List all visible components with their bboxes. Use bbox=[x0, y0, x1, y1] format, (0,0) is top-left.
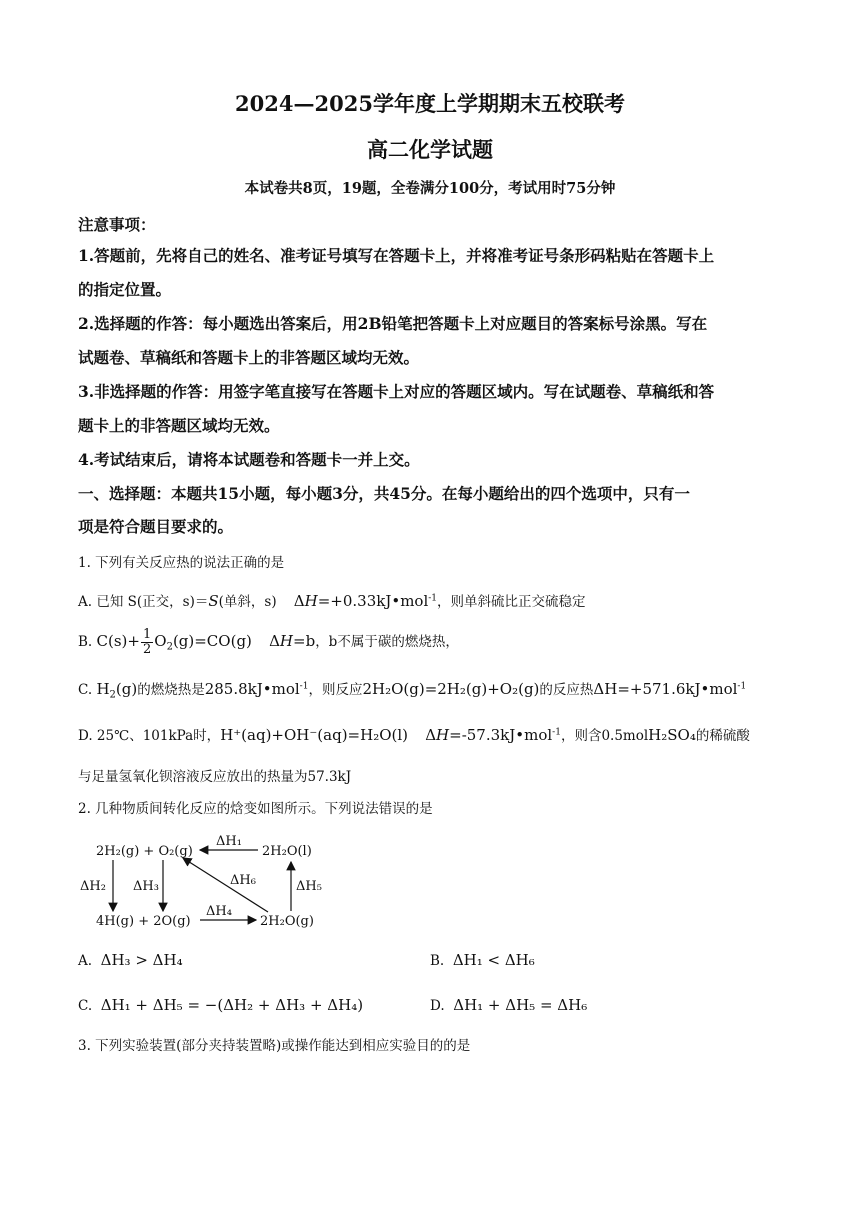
option-d-text: 的稀硫酸 bbox=[695, 728, 750, 744]
option-b-label: B. bbox=[78, 634, 93, 650]
q2-option-a bbox=[78, 951, 183, 969]
notice-line: 2.选择题的作答：每小题选出答案后，用2B铅笔把答题卡上对应题目的答案标号涂黑。写在 bbox=[78, 314, 708, 333]
notice-line: 试题卷、草稿纸和答题卡上的非答题区域均无效。 bbox=[78, 348, 420, 367]
option-c-state: (g) bbox=[115, 680, 138, 698]
option-a-conclusion: ，则单斜硫比正交硫稳定 bbox=[437, 594, 586, 610]
option-c-label: C. bbox=[78, 998, 93, 1014]
notice-heading: 注意事项： bbox=[78, 215, 156, 234]
label-dh3: ΔH₃ bbox=[133, 879, 159, 894]
node-top-right: 2H₂O(l) bbox=[262, 844, 312, 859]
question-1-stem: 1. 下列有关反应热的说法正确的是 bbox=[78, 555, 285, 571]
option-b-eq-part3: (g)=CO(g) bbox=[172, 632, 252, 650]
option-c-substance: H bbox=[96, 680, 110, 698]
notice-line: 1.答题前，先将自己的姓名、准考证号填写在答题卡上，并将准考证号条形码粘贴在答题卡上 bbox=[78, 246, 715, 265]
label-dh1: ΔH₁ bbox=[216, 834, 242, 849]
option-b-expression: ΔH₁ < ΔH₆ bbox=[452, 951, 535, 969]
option-a-reactant: S(正交，s)＝ bbox=[127, 594, 209, 610]
option-a-product: S bbox=[208, 592, 219, 610]
q1-option-d-cont: 与足量氢氧化钡溶液反应放出的热量为57.3kJ bbox=[78, 769, 352, 785]
option-b-eq-part1: C(s)+ bbox=[96, 632, 140, 650]
option-b-eq-part2: O bbox=[154, 632, 167, 650]
node-top-left: 2H₂(g) + O₂(g) bbox=[96, 844, 193, 859]
option-d-amount: 0.5mol bbox=[601, 728, 649, 744]
label-dh4: ΔH₄ bbox=[206, 904, 232, 919]
option-d-acid: H₂SO₄ bbox=[648, 726, 696, 744]
question-2-stem: 2. 几种物质间转化反应的焓变如图所示。下列说法错误的是 bbox=[78, 801, 433, 817]
label-dh2: ΔH₂ bbox=[80, 879, 106, 894]
option-d-label: D. bbox=[430, 998, 445, 1014]
option-d-enthalpy: =-57.3kJ•mol bbox=[449, 726, 553, 744]
option-b-enthalpy: =b bbox=[293, 632, 316, 650]
exam-title: 2024—2025学年度上学期期末五校联考 bbox=[235, 91, 625, 116]
option-c-expression: ΔH₁ + ΔH₅ = −(ΔH₂ + ΔH₃ + ΔH₄) bbox=[100, 996, 364, 1014]
option-c-value: 285.8kJ•mol bbox=[204, 680, 300, 698]
option-c-text: ，则反应 bbox=[308, 682, 363, 698]
option-c-equation: 2H₂O(g)=2H₂(g)+O₂(g) bbox=[362, 680, 540, 698]
option-a-expression: ΔH₃ > ΔH₄ bbox=[100, 951, 183, 969]
q1-option-a: A. 已知 S(正交，s)＝S(单斜，s) ΔH=+0.33kJ•mol$^{-1}$，则单斜硫比正交硫稳定 bbox=[78, 592, 586, 610]
option-d-expression: ΔH₁ + ΔH₅ = ΔH₆ bbox=[453, 996, 588, 1014]
option-b-label: B. bbox=[430, 953, 445, 969]
label-dh5: ΔH₅ bbox=[296, 879, 322, 894]
option-a-enthalpy: =+0.33kJ•mol bbox=[317, 592, 429, 610]
exam-subject: 高二化学试题 bbox=[367, 137, 493, 162]
section-heading-cont: 项是符合题目要求的。 bbox=[78, 517, 234, 536]
notice-line: 4.考试结束后，请将本试题卷和答题卡一并上交。 bbox=[78, 450, 420, 469]
question-3-stem: 3. 下列实验装置(部分夹持装置略)或操作能达到相应实验目的的是 bbox=[78, 1038, 471, 1054]
node-bottom-right: 2H₂O(g) bbox=[260, 914, 314, 929]
option-c-enthalpy: ΔH=+571.6kJ•mol bbox=[593, 680, 738, 698]
enthalpy-cycle-diagram bbox=[78, 828, 338, 938]
option-a-product-state: (单斜，s) bbox=[218, 594, 277, 610]
q2-option-b bbox=[430, 951, 535, 969]
option-a-label: A. 已知 bbox=[78, 594, 124, 610]
node-bottom-left: 4H(g) + 2O(g) bbox=[96, 914, 191, 929]
q2-option-c bbox=[78, 996, 363, 1014]
option-b-conclusion: ，b不属于碳的燃烧热， bbox=[315, 634, 459, 650]
fraction-half: $\frac{1}{2}$ bbox=[142, 627, 152, 657]
label-dh6: ΔH₆ bbox=[230, 873, 256, 888]
option-a-label: A. bbox=[78, 953, 93, 969]
option-c-text: 的燃烧热是 bbox=[137, 682, 205, 698]
q1-option-b: B. C(s)+ $\frac{1}{2}$ $O_2(g)=CO(g)$ ΔH=b，b不属于碳的燃烧热， bbox=[78, 627, 459, 657]
option-d-equation: H⁺(aq)+OH⁻(aq)=H₂O(l) bbox=[220, 726, 409, 744]
option-c-text: 的反应热 bbox=[539, 682, 594, 698]
option-d-label: D. 25℃、101kPa时， bbox=[78, 728, 221, 744]
q1-option-d: D. 25℃、101kPa时，H⁺(aq)+OH⁻(aq)=H₂O(l) ΔH=-57.3kJ•mol$^{-1}$，则含0.5molH₂SO₄的稀硫酸 bbox=[78, 726, 750, 744]
notice-line: 3.非选择题的作答：用签字笔直接写在答题卡上对应的答题区域内。写在试题卷、草稿纸和答 bbox=[78, 382, 715, 401]
notice-line: 题卡上的非答题区域均无效。 bbox=[78, 416, 280, 435]
q2-option-d bbox=[430, 996, 587, 1014]
notice-line: 的指定位置。 bbox=[78, 280, 172, 299]
q1-option-c: C. $H_2(g)$的燃烧热是285.8kJ•mol$^{-1}$，则反应2H₂O(g)=2H₂(g)+O₂(g)的反应热ΔH=+571.6kJ•mol$^{-1}$ bbox=[78, 680, 747, 701]
section-heading: 一、选择题：本题共15小题，每小题3分，共45分。在每小题给出的四个选项中，只有一 bbox=[78, 484, 690, 503]
option-d-text: ，则含 bbox=[560, 728, 602, 744]
option-c-label: C. bbox=[78, 682, 93, 698]
exam-info: 本试卷共8页，19题，全卷满分100分，考试用时75分钟 bbox=[244, 180, 616, 197]
